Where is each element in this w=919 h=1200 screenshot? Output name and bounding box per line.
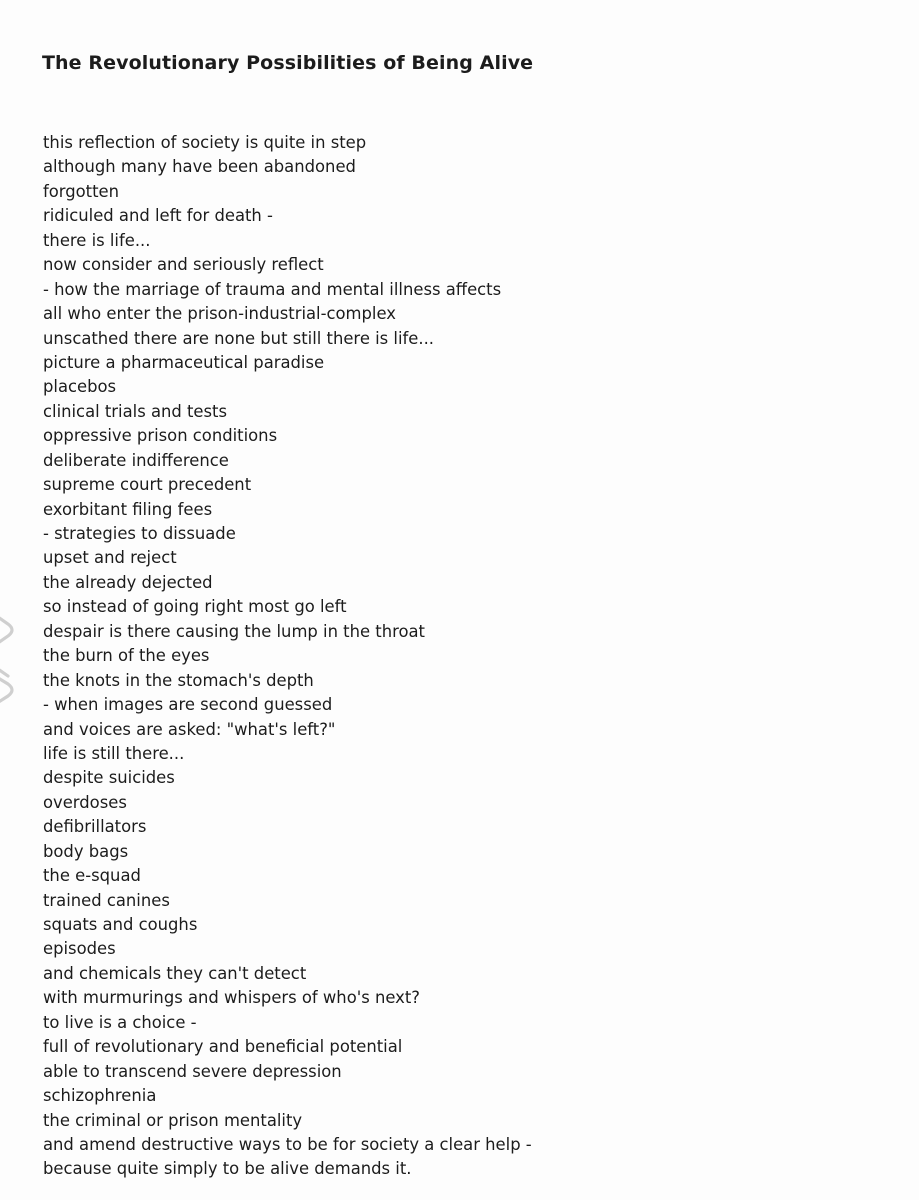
poem-line: supreme court precedent xyxy=(43,475,252,495)
poem-line: although many have been abandoned xyxy=(43,157,356,177)
poem-line: all who enter the prison-industrial-complex xyxy=(43,304,396,324)
poem-line: so instead of going right most go left xyxy=(43,597,347,617)
poem-line: unscathed there are none but still there is life... xyxy=(43,328,435,348)
poem-line: to live is a choice - xyxy=(43,1012,197,1032)
poem-line: forgotten xyxy=(43,181,120,201)
poem-line: now consider and seriously reflect xyxy=(43,255,324,275)
poem-line: despair is there causing the lump in the throat xyxy=(43,621,425,641)
poem-line: the already dejected xyxy=(43,572,213,592)
poem-line: and amend destructive ways to be for society a clear help - xyxy=(43,1134,532,1154)
poem-line: this reflection of society is quite in step xyxy=(43,133,367,152)
poem-line: upset and reject xyxy=(43,548,177,568)
poem-line: the knots in the stomach's depth xyxy=(43,670,314,690)
poem-line: and voices are asked: "what's left?" xyxy=(43,719,336,739)
poem-line: there is life... xyxy=(43,230,151,250)
poem-line: placebos xyxy=(43,377,117,397)
poem-line: full of revolutionary and beneficial potential xyxy=(43,1037,403,1057)
poem-line: - strategies to dissuade xyxy=(43,524,236,543)
poem-line: deliberate indifference xyxy=(43,450,229,470)
poem-line: the e-squad xyxy=(43,866,141,886)
poem-line: oppressive prison conditions xyxy=(43,426,278,446)
poem-line: able to transcend severe depression xyxy=(43,1061,342,1081)
poem-line: because quite simply to be alive demands it. xyxy=(43,1159,412,1179)
page-title: The Revolutionary Possibilities of Being Alive xyxy=(42,52,534,74)
poem-line: episodes xyxy=(43,939,116,959)
poem-line: despite suicides xyxy=(43,768,175,788)
poem-line: clinical trials and tests xyxy=(43,401,228,421)
poem-line: ridiculed and left for death - xyxy=(43,206,273,226)
poem-line: with murmurings and whispers of who's next? xyxy=(43,988,420,1008)
poem-line: - how the marriage of trauma and mental illness affects xyxy=(43,279,502,299)
poem-line: the criminal or prison mentality xyxy=(43,1110,303,1130)
poem-line: schizophrenia xyxy=(43,1086,157,1106)
poem-line: picture a pharmaceutical paradise xyxy=(43,352,325,372)
poem-body xyxy=(43,131,532,1182)
paperclip-icon xyxy=(0,598,22,718)
poem-line: defibrillators xyxy=(43,817,147,837)
poem-line: life is still there... xyxy=(43,743,185,763)
poem-line: squats and coughs xyxy=(43,915,198,934)
poem-line: body bags xyxy=(43,841,129,861)
poem-line: trained canines xyxy=(43,890,170,910)
poem-line: - when images are second guessed xyxy=(43,695,333,715)
poem-line: overdoses xyxy=(43,792,127,812)
poem-line: and chemicals they can't detect xyxy=(43,963,307,983)
poem-line: the burn of the eyes xyxy=(43,646,210,666)
poem-line: exorbitant filing fees xyxy=(43,499,213,519)
